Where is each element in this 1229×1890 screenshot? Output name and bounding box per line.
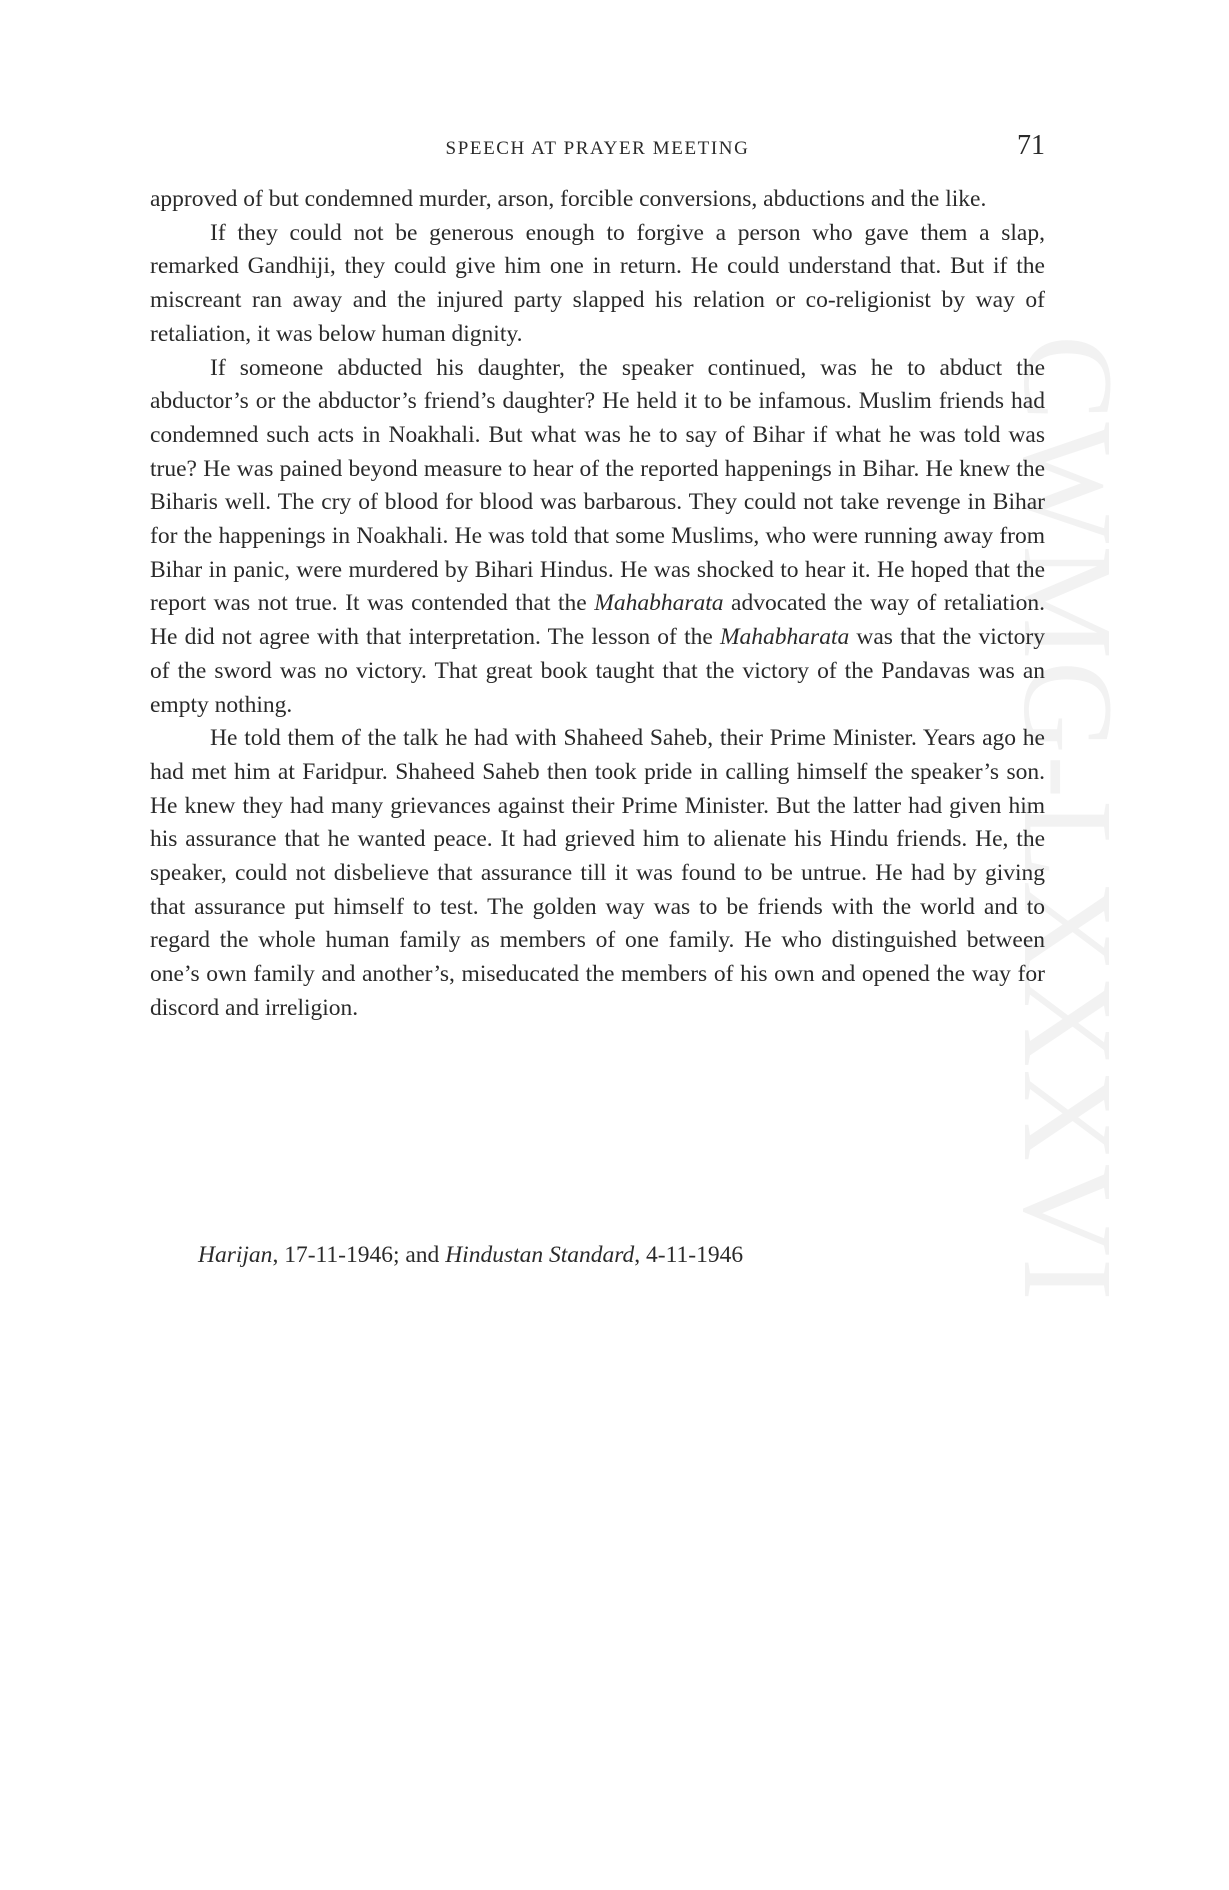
paragraph-3-part-1: If someone abducted his daughter, the speaker continued, was he to abduct the abductor’s or the abductor’s friend’s daughter? He held it to be infamous. Muslim friends had condemned such acts in Noakhali. But what was he to say of Bihar if what he was told was true? He was pained beyond measure to hear of the reported happenings in Bihar. He knew the Biharis well. The cry of blood for blood was barbarous. They could not take revenge in Bihar for the happenings in Noakhali. He was told that some Muslims, who were running away from Bihar in panic, were murdered by Bihari Hindus. He was shocked to hear it. He hoped that the report was not true. It was contended that the [150,354,1045,617]
paragraph-1: approved of but condemned murder, arson, forcible conversions, abductions and the like. [150,186,987,212]
source-citation [198,1238,743,1272]
source-hindustan-standard-date: , 4-11-1946 [634,1242,744,1268]
watermark-text: CWMG-LXXXVI [997,335,1139,1303]
source-hindustan-standard: Hindustan Standard [445,1242,635,1268]
source-harijan: Harijan [198,1242,273,1268]
page-number: 71 [1017,130,1045,161]
paragraph-3-part-3: was that the victory of the sword was no victory. That great book taught that the victory of the Pandavas was an empty nothing. [150,624,1046,718]
paragraph-3 [150,352,1045,723]
book-title-mahabharata: Mahabharata [594,590,724,617]
source-harijan-date: , 17-11-1946; and [272,1242,446,1268]
running-title: SPEECH AT PRAYER MEETING [445,138,750,159]
running-head [150,132,1045,172]
book-title-mahabharata-2: Mahabharata [719,624,850,651]
paragraph-3-part-2: advocated the way of retaliation. He did not agree with that interpretation. The lesson of the [150,590,1045,651]
body-text [150,183,1045,1026]
paragraph-4: He told them of the talk he had with Shaheed Saheb, their Prime Minister. Years ago he had met him at Faridpur. Shaheed Saheb then took pride in calling himself the speaker’s son. He knew they had many grievances against their Prime Minister. But the latter had given him his assurance that he wanted peace. It had grieved him to alienate his Hindu friends. He, the speaker, could not disbelieve that assurance till it was found to be untrue. He had by giving that assurance put himself to test. The golden way was to be friends with the world and to regard the whole human family as members of one family. He who distinguished between one’s own family and another’s, miseducated the members of his own and opened the way for discord and irreligion. [150,725,1045,1021]
paragraph-2: If they could not be generous enough to forgive a person who gave them a slap, remarked Gandhiji, they could give him one in return. He could understand that. But if the miscreant ran away and the injured party slapped his relation or co-religionist by way of retaliation, it was below human dignity. [150,219,1045,347]
